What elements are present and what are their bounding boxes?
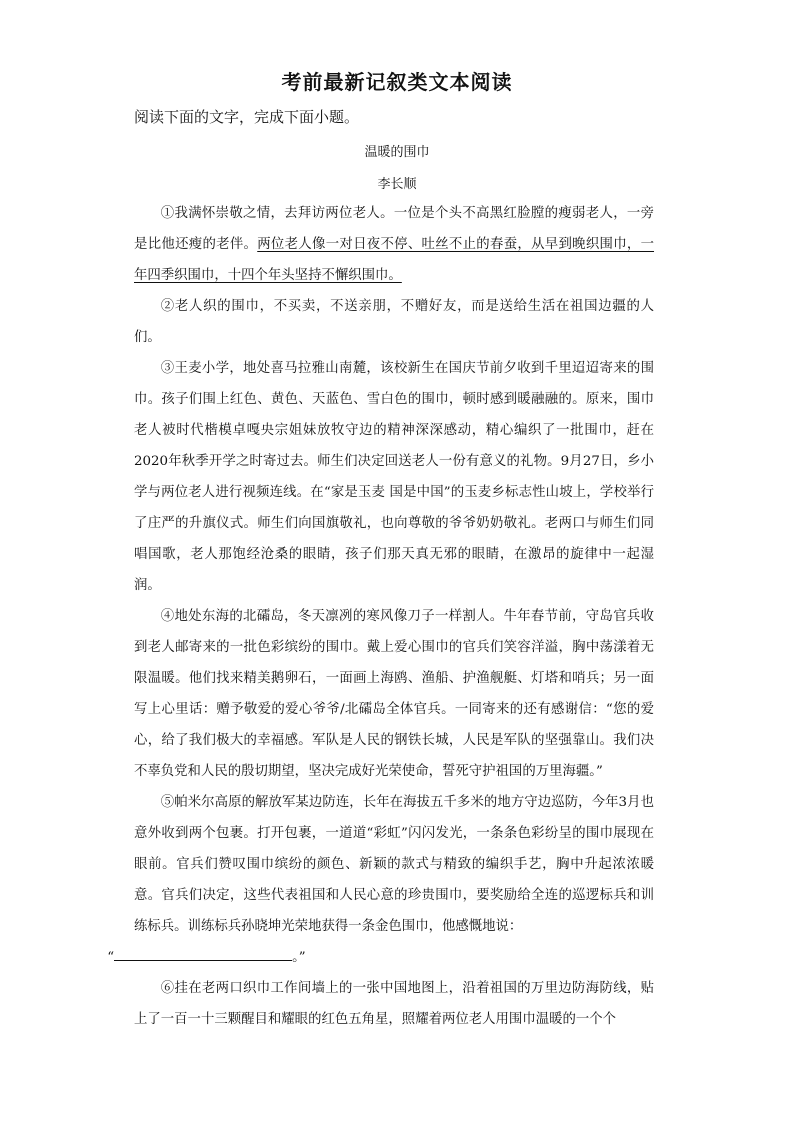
fill-in-blank[interactable]: [114, 946, 292, 961]
story-author: 李长顺: [377, 177, 417, 192]
quote-open: “: [107, 950, 115, 965]
quote-close: 。”: [292, 950, 306, 965]
paragraph-1: [134, 198, 654, 291]
story-body: [107, 198, 655, 1035]
instruction-text: 阅读下面的文字，完成下面小题。: [134, 108, 360, 126]
paragraph-1-text: ①我满怀崇敬之情，去拜访两位老人。一位是个头不高黑红脸膛的瘦弱老人，一旁是比他还瘦的老伴。: [134, 206, 654, 252]
story-title: 温暖的围巾: [364, 145, 430, 160]
paragraph-2: ②老人织的围巾，不买卖，不送亲朋，不赠好友，而是送给生活在祖国边疆的人们。: [134, 299, 654, 345]
paragraph-5: [107, 787, 654, 973]
page-title: 考前最新记叙类文本阅读: [281, 70, 513, 94]
underlined-sentence: 两位老人像一对日夜不停、吐丝不止的春蚕，从早到晚织围巾，一年四季织围巾，十四个年头坚持不懈织围巾。: [134, 237, 655, 283]
paragraph-3: ③王麦小学，地处喜马拉雅山南麓，该校新生在国庆节前夕收到千里迢迢寄来的围巾。孩子们围上红色、黄色、天蓝色、雪白色的围巾，顿时感到暖融融的。原来，围巾老人被时代楷模卓嘎央宗姐妹放牧守边的精神深深感动，精心编织了一批围巾，赶在2020年秋季开学之时寄过去。师生们决定回送老人一份有意义的礼物。9月27日，乡小学与两位老人进行视频连线。在“家是玉麦 国是中国”的玉麦乡标志性山坡上，学校举行了庄严的升旗仪式。师生们向国旗敬礼，也向尊敬的爷爷奶奶敬礼。老两口与师生们同唱国歌，老人那饱经沧桑的眼睛，孩子们那天真无邪的眼睛，在激昂的旋律中一起湿润。: [134, 361, 654, 593]
paragraph-5-text: ⑤帕米尔高原的解放军某边防连，长年在海拔五千多米的地方守边巡防，今年3月也意外收到两个包裹。打开包裹，一道道“彩虹”闪闪发光，一条条色彩纷呈的围巾展现在眼前。官兵们赞叹围巾缤纷的颜色、新颖的款式与精致的编织手艺，胸中升起浓浓暖意。官兵们决定，这些代表祖国和人民心意的珍贵围巾，要奖励给全连的巡逻标兵和训练标兵。训练标兵孙晓坤光荣地获得一条金色围巾，他感慨地说：: [134, 795, 654, 934]
paragraph-4: ④地处东海的北礵岛，冬天凛冽的寒风像刀子一样割人。牛年春节前，守岛官兵收到老人邮寄来的一批色彩缤纷的围巾。戴上爱心围巾的官兵们笑容洋溢，胸中荡漾着无限温暖。他们找来精美鹅卵石，一面画上海鸥、渔船、护渔舰艇、灯塔和哨兵；另一面写上心里话：赠予敬爱的爱心爷爷/北礵岛全体官兵。一同寄来的还有感谢信：“您的爱心，给了我们极大的幸福感。军队是人民的钢铁长城，人民是军队的坚强靠山。我们决不辜负党和人民的殷切期望，坚决完成好光荣使命，誓死守护祖国的万里海疆。”: [134, 609, 654, 779]
paragraph-6: ⑥挂在老两口织巾工作间墙上的一张中国地图上，沿着祖国的万里边防海防线，贴上了一百一十三颗醒目和耀眼的红色五角星，照耀着两位老人用围巾温暖的一个个: [134, 981, 654, 1027]
